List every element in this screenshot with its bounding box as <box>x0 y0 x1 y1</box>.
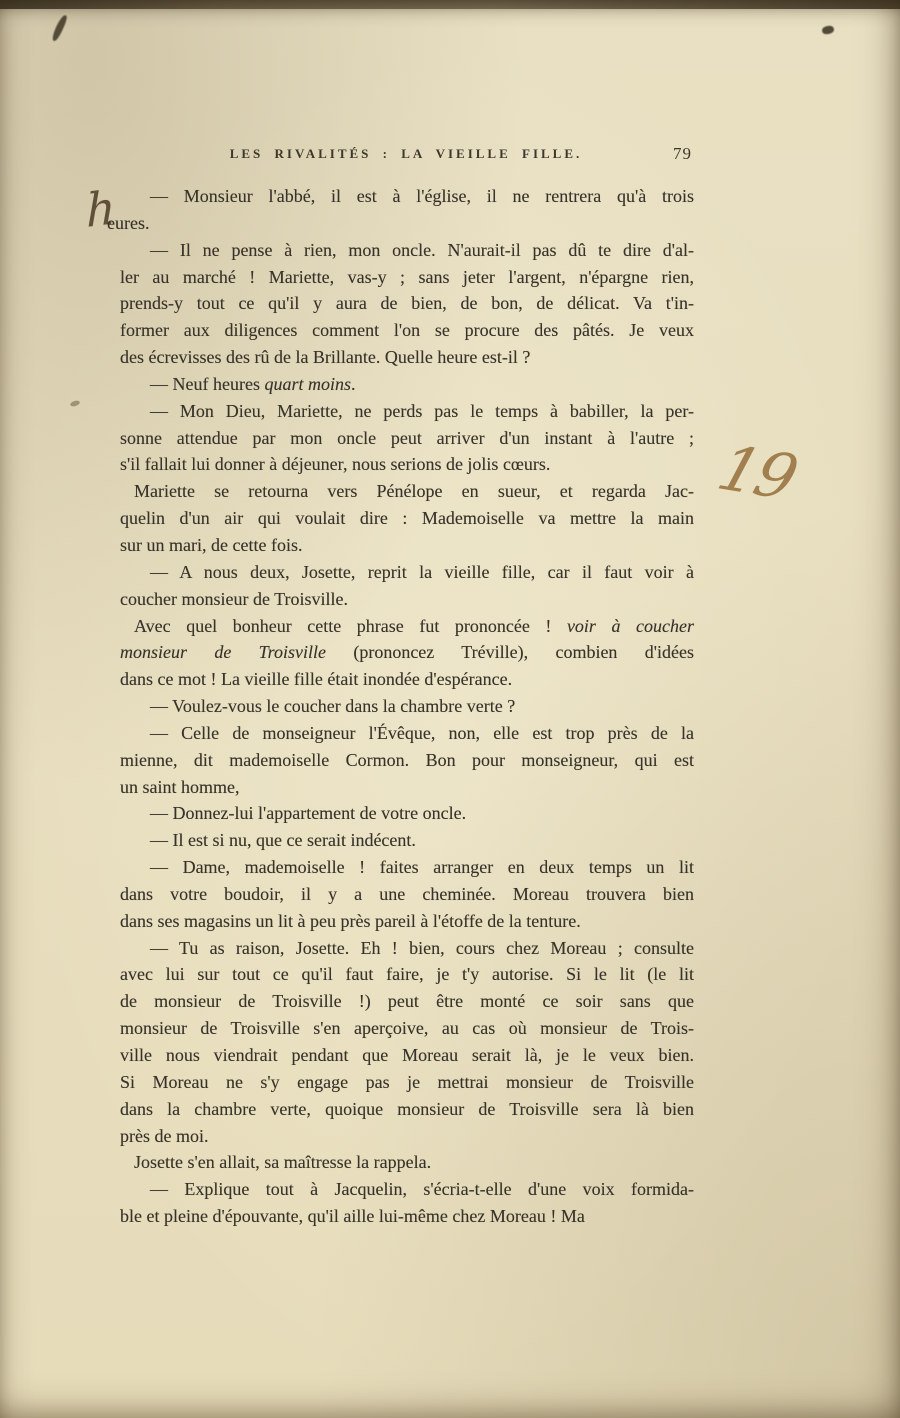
text-segment: eures. <box>107 212 150 233</box>
text-segment: sur un mari, de cette fois. <box>120 534 303 555</box>
text-line <box>120 881 694 908</box>
text-line <box>120 1015 694 1042</box>
text-segment: monsieur de Troisville s'en aperçoive, au cas où monsieur de Trois- <box>120 1018 694 1039</box>
text-segment: (prononcez Tréville), combien d'idées <box>326 642 694 663</box>
text-segment: avec lui sur tout ce qu'il faut faire, je t'y autorise. Si le lit (le lit <box>120 964 694 985</box>
text-segment: dans ses magasins un lit à peu près pareil à l'étoffe de la tenture. <box>120 910 581 931</box>
text-segment: ble et pleine d'épouvante, qu'il aille lui-même chez Moreau ! Ma <box>120 1206 585 1227</box>
text-line <box>120 371 694 398</box>
handwritten-h-annotation: h <box>85 180 117 238</box>
text-line <box>120 908 694 935</box>
top-left-ink-mark <box>51 14 69 42</box>
text-segment: dans votre boudoir, il y a une cheminée. Moreau trouvera bien <box>120 883 694 904</box>
text-segment: Si Moreau ne s'y engage pas je mettrai monsieur de Troisville <box>120 1071 694 1092</box>
text-line <box>120 290 694 317</box>
text-segment: s'il fallait lui donner à déjeuner, nous serions de jolis cœurs. <box>120 454 551 475</box>
text-segment: voir à coucher <box>566 615 695 636</box>
running-title: LES RIVALITÉS : LA VIEILLE FILLE. <box>229 146 583 161</box>
text-segment: monsieur de Troisville <box>120 642 326 663</box>
text-line <box>120 425 694 452</box>
text-line <box>120 1096 694 1123</box>
page-number: 79 <box>673 144 692 163</box>
text-segment: quart moins <box>264 373 351 394</box>
text-line <box>120 183 694 210</box>
text-line <box>120 344 694 371</box>
text-segment: un saint homme, <box>120 776 240 797</box>
text-line <box>120 693 694 720</box>
scan-top-edge-shadow <box>0 0 900 9</box>
text-segment: sonne attendue par mon oncle peut arriver d'un instant à l'autre ; <box>120 427 694 448</box>
text-segment: — Donnez-lui l'appartement de votre oncle. <box>150 803 467 824</box>
text-segment: des écrevisses des rû de la Brillante. Quelle heure est-il ? <box>120 347 531 368</box>
text-segment: — Neuf heures <box>150 373 265 394</box>
text-line <box>120 505 694 532</box>
text-line <box>107 210 694 237</box>
top-right-paper-speck <box>821 25 834 35</box>
text-segment: — Celle de monseigneur l'Évêque, non, elle est trop près de la <box>150 722 694 743</box>
text-line <box>120 720 694 747</box>
text-line <box>120 988 694 1015</box>
text-segment: — A nous deux, Josette, reprit la vieille fille, car il faut voir à <box>150 561 694 582</box>
text-line <box>120 1042 694 1069</box>
text-segment: — Dame, mademoiselle ! faites arranger en deux temps un lit <box>150 857 694 878</box>
text-segment: — Voulez-vous le coucher dans la chambre verte ? <box>150 696 516 717</box>
text-segment: près de moi. <box>120 1125 209 1146</box>
text-line <box>120 398 694 425</box>
text-line <box>120 237 694 264</box>
text-segment: quelin d'un air qui voulait dire : Mademoiselle va mettre la main <box>120 508 694 529</box>
text-segment: — Il ne pense à rien, mon oncle. N'aurait-il pas dû te dire d'al- <box>150 239 694 260</box>
text-segment: — Explique tout à Jacquelin, s'écria-t-elle d'une voix formida- <box>150 1179 694 1200</box>
text-line <box>120 478 694 505</box>
text-line <box>120 774 694 801</box>
text-line <box>120 532 694 559</box>
text-segment: coucher monsieur de Troisville. <box>120 588 348 609</box>
text-segment: dans la chambre verte, quoique monsieur de Troisville sera là bien <box>120 1098 694 1119</box>
text-line <box>120 1149 694 1176</box>
page-header <box>120 146 692 162</box>
text-segment: former aux diligences comment l'on se procure des pâtés. Je veux <box>120 320 694 341</box>
text-line <box>120 586 694 613</box>
text-line <box>120 747 694 774</box>
text-block <box>107 183 695 1230</box>
text-line <box>120 1176 694 1203</box>
text-line <box>120 264 694 291</box>
text-line <box>120 827 694 854</box>
text-segment: — Tu as raison, Josette. Eh ! bien, cours chez Moreau ; consulte <box>150 937 694 958</box>
text-line <box>120 961 694 988</box>
text-line <box>120 1203 694 1230</box>
handwritten-number-annotation: 19 <box>709 431 804 514</box>
text-line <box>120 613 694 640</box>
text-line <box>120 854 694 881</box>
text-segment: ler au marché ! Mariette, vas-y ; sans jeter l'argent, n'épargne rien, <box>120 266 694 287</box>
text-line <box>120 935 694 962</box>
text-segment: Mariette se retourna vers Pénélope en sueur, et regarda Jac- <box>134 481 694 502</box>
text-segment: — Mon Dieu, Mariette, ne perds pas le temps à babiller, la per- <box>150 400 694 421</box>
text-line <box>120 451 694 478</box>
text-line <box>120 1123 694 1150</box>
text-segment: . <box>350 373 356 394</box>
text-segment: prends-y tout ce qu'il y aura de bien, de bon, de délicat. Va t'in- <box>120 293 694 314</box>
text-segment: ville nous viendrait pendant que Moreau serait là, je le veux bien. <box>120 1045 694 1065</box>
text-segment: — Il est si nu, que ce serait indécent. <box>150 830 416 851</box>
text-segment: dans ce mot ! La vieille fille était inondée d'espérance. <box>120 669 513 690</box>
text-line <box>120 666 694 693</box>
text-segment: mienne, dit mademoiselle Cormon. Bon pour monseigneur, qui est <box>120 749 694 770</box>
text-line <box>120 559 694 586</box>
text-segment: Avec quel bonheur cette phrase fut prononcée ! <box>134 615 567 636</box>
text-line <box>120 317 694 344</box>
text-segment: Josette s'en allait, sa maîtresse la rappela. <box>134 1152 432 1173</box>
text-segment: — Monsieur l'abbé, il est à l'église, il ne rentrera qu'à trois <box>150 186 694 206</box>
text-line <box>120 800 694 827</box>
text-line <box>120 1069 694 1096</box>
text-line <box>120 639 694 666</box>
left-margin-paper-speck <box>69 400 80 408</box>
text-segment: de monsieur de Troisville !) peut être monté ce soir sans que <box>120 991 694 1012</box>
